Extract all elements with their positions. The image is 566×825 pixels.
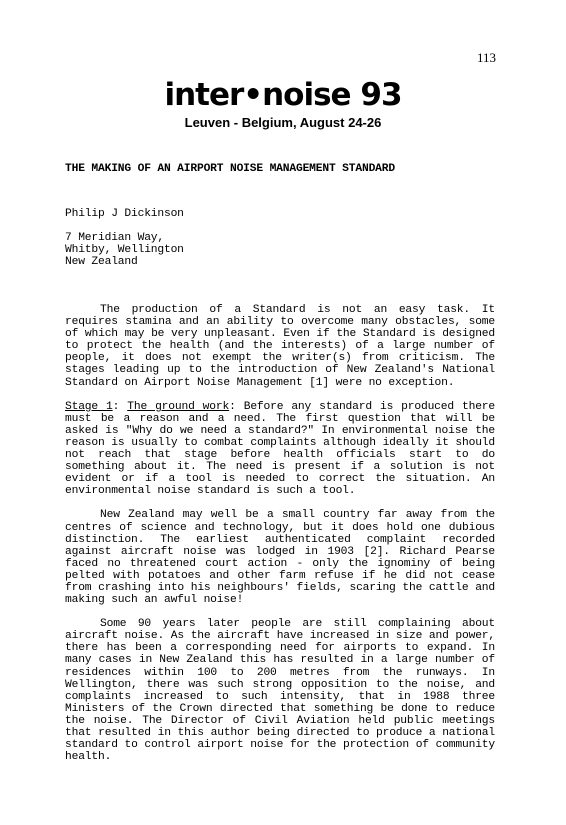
author-name: Philip J Dickinson — [65, 208, 184, 220]
body-paragraph: The production of a Standard is not an easy task. It requires stamina and an ability to overcome many obstacles, some of which may be very unpleasant. Even if the Standard is designed to protect the health (and the interests) of a large number of people, it does not exempt the writer(s) from criticism. The stages leading up to the introduction of New Zealand's National Standard on Airport Noise Management [1] were no exception. — [65, 304, 495, 389]
conference-logo: inter•noise 93 — [164, 77, 402, 113]
paper-body — [65, 304, 495, 775]
paper-title: THE MAKING OF AN AIRPORT NOISE MANAGEMENT STANDARD — [65, 163, 395, 175]
conference-masthead — [0, 77, 566, 130]
stage-label: Stage 1 — [65, 400, 113, 413]
author-address — [65, 232, 184, 268]
body-paragraph: Some 90 years later people are still complaining about aircraft noise. As the aircraft have increased in size and power, there has been a corresponding need for airports to expand. In many cases in New Zealand this has resulted in a large number of residences within 100 to 200 metres from the runways. In Wellington, there was such strong opposition to the noise, and complaints increased to such intensity, that in 1988 three Ministers of the Crown directed that something be done to reduce the noise. The Director of Civil Aviation held public meetings that resulted in this author being directed to produce a national standard to control airport noise for the protection of community health. — [65, 618, 495, 764]
body-paragraph: New Zealand may well be a small country far away from the centres of science and technology, but it does hold one dubious distinction. The earliest authenticated complaint recorded against aircraft noise was lodged in 1903 [2]. Richard Pearse faced no threatened court action - only the ignominy of being pelted with potatoes and other farm refuse if he did not cease from crashing into his neighbours' fields, scaring the cattle and making such an awful noise! — [65, 509, 495, 607]
section-text: : Before any standard is produced there must be a reason and a need. The first question that will be asked is "Why do we need a standard?" In environmental noise the reason is usually to combat complaints although ideally it should not reach that stage before health officials start to do something about it. The need is present if a solution is not evident or if a tool is needed to correct the situation. An environmental noise standard is such a tool. — [65, 400, 495, 498]
body-paragraph-stage-1 — [65, 401, 495, 498]
address-line: New Zealand — [65, 256, 138, 269]
page-number: 113 — [476, 50, 496, 65]
section-heading: The ground work — [127, 400, 230, 413]
conference-location: Leuven - Belgium, August 24-26 — [184, 115, 382, 130]
address-line: 7 Meridian Way, — [65, 232, 164, 244]
address-line: Whitby, Wellington — [65, 244, 184, 257]
stage-separator: : — [112, 400, 128, 413]
